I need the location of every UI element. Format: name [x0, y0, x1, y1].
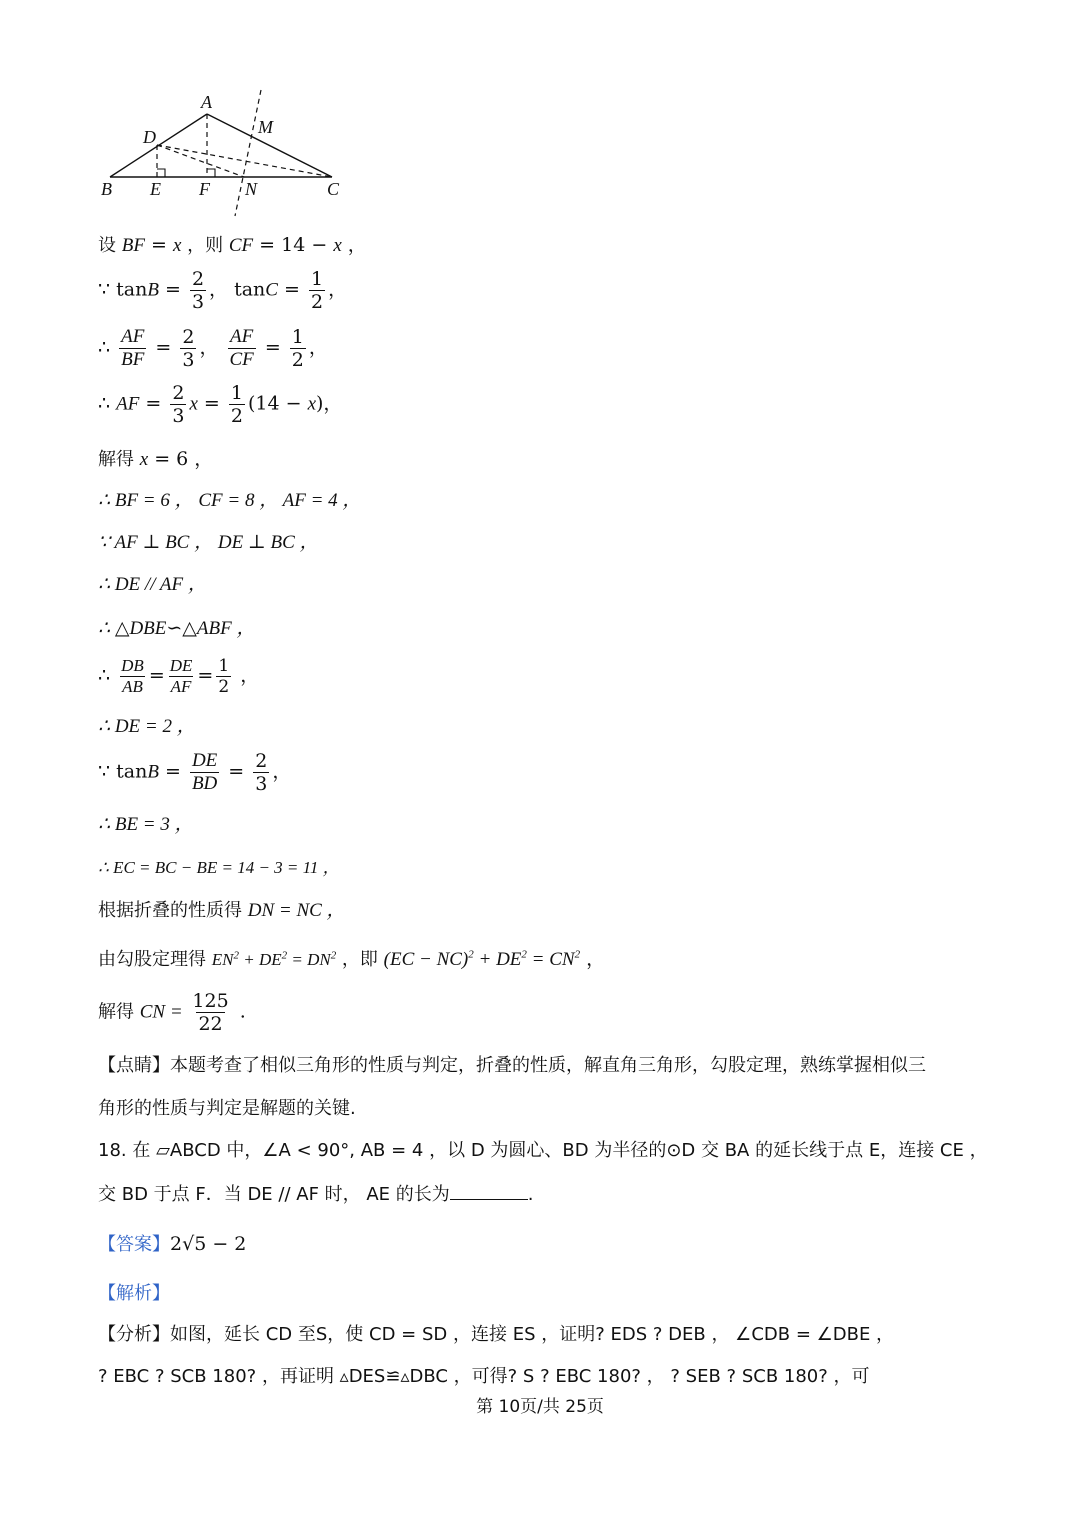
fraction: $\frac{2}{3}$ [255, 750, 268, 795]
line-fold-property: 根据折叠的性质得 DN = NC ， [98, 900, 346, 921]
label-d: D [143, 127, 156, 147]
fraction: $\frac{DE}{AF}$ [169, 656, 193, 696]
line-tan-de-bd: ∵ tanB = $\frac{DE}{BD}$ = $\frac{2}{3}$ ， [98, 750, 292, 795]
fraction: $\frac{1}{2}$ [310, 268, 324, 313]
triangle-figure [95, 88, 355, 220]
fraction: $\frac{1}{2}$ [218, 656, 230, 697]
fraction: $\frac{AF}{CF}$ [229, 326, 254, 370]
key-point-line-1: 【点睛】本题考查了相似三角形的性质与判定，折叠的性质，解直角三角形，勾股定理，熟练掌握相似三 [98, 1055, 926, 1076]
line-lengths: ∴ BF = 6 ， CF = 8 ， AF = 4 ， [98, 490, 362, 511]
fraction: $\frac{2}{3}$ [182, 326, 195, 371]
key-point-line-2: 角形的性质与判定是解题的关键. [98, 1098, 356, 1119]
answer-blank [450, 1181, 528, 1200]
label-c: C [327, 179, 340, 199]
fraction: $\frac{2}{3}$ [191, 268, 205, 313]
line-tan-values: ∵ tanB = $\frac{2}{3}$ ， tanC = $\frac{1}{2}$ ， [98, 268, 348, 313]
question-18-line-2: 交 BD 于点 F．当 DE // AF 时， AE 的长为 . [98, 1181, 534, 1208]
label-e: E [150, 179, 161, 199]
label-f: F [199, 179, 210, 199]
line-pythagorean: 由勾股定理得 $EN^2 + DE^2 = DN^2$ ，即 $(EC - NC)^2 + DE^2 = CN^2$ ， [98, 948, 606, 970]
label-a: A [201, 92, 212, 112]
line-be-value: ∴ BE = 3 ， [98, 814, 194, 835]
answer-tag: 【答案】 [98, 1234, 170, 1255]
fraction: $\frac{DB}{AB}$ [121, 656, 144, 696]
fraction: $\frac{AF}{BF}$ [121, 326, 145, 370]
answer-line [98, 1231, 246, 1258]
line-af-equation: ∴ AF = $\frac{2}{3}$ x = $\frac{1}{2}$ (14 − x)， [98, 382, 343, 427]
line-cn-result: 解得 CN = $\frac{125}{22}$ . [98, 990, 246, 1035]
segment-dn [157, 145, 244, 177]
label-b: B [101, 179, 112, 199]
fraction: $\frac{DE}{BD}$ [191, 750, 218, 794]
right-angle-mark-f [207, 169, 215, 177]
line-solve-x: 解得 x = 6 ， [98, 448, 214, 470]
fraction: $\frac{125}{22}$ [192, 990, 229, 1035]
line-set-bf: 设 BF = x ，则 CF = 14 − x ， [98, 234, 367, 256]
right-angle-mark-e [157, 169, 165, 177]
question-18-line-1: 18. 在 ▱ABCD 中，∠A < 90°, AB = 4 ，以 D 为圆心、BD 为半径的⊙D 交 BA 的延长线于点 E，连接 CE ， [98, 1140, 988, 1161]
analysis-heading: 【解析】 [98, 1283, 170, 1304]
page-footer: 第 10页/共 25页 [476, 1397, 604, 1417]
line-similar: ∴ △DBE∽△ABF ， [98, 618, 256, 639]
fraction: $\frac{1}{2}$ [291, 326, 304, 371]
line-ec-value: ∴ EC = BC − BE = 14 − 3 = 11 ， [98, 858, 340, 877]
label-m: M [258, 117, 273, 137]
line-perpendicular: ∵ AF ⊥ BC ， DE ⊥ BC ， [98, 532, 319, 553]
label-n: N [245, 179, 258, 199]
line-de-value: ∴ DE = 2 ， [98, 716, 196, 737]
analysis-line-2: ? EBC ? SCB 180? ，再证明 ▵DES≌▵DBC ，可得? S ? EBC 180? ， ? SEB ? SCB 180? ，可 [98, 1366, 870, 1387]
answer-value: 2√5 − 2 [170, 1233, 247, 1255]
fraction: $\frac{2}{3}$ [172, 382, 185, 427]
line-ratio-db: ∴ $\frac{DB}{AB}$ = $\frac{DE}{AF}$ = $\frac{1}{2}$ ， [98, 656, 260, 697]
analysis-line-1: 【分析】如图，延长 CD 至S，使 CD = SD ，连接 ES ，证明? EDS ? DEB ， ∠CDB = ∠DBE ， [98, 1324, 895, 1345]
line-parallel: ∴ DE // AF ， [98, 574, 207, 595]
fraction: $\frac{1}{2}$ [230, 382, 243, 427]
line-ratio-af: ∴ $\frac{AF}{BF}$ = $\frac{2}{3}$ ， $\frac{AF}{CF}$ = $\frac{1}{2}$ ， [98, 326, 328, 371]
